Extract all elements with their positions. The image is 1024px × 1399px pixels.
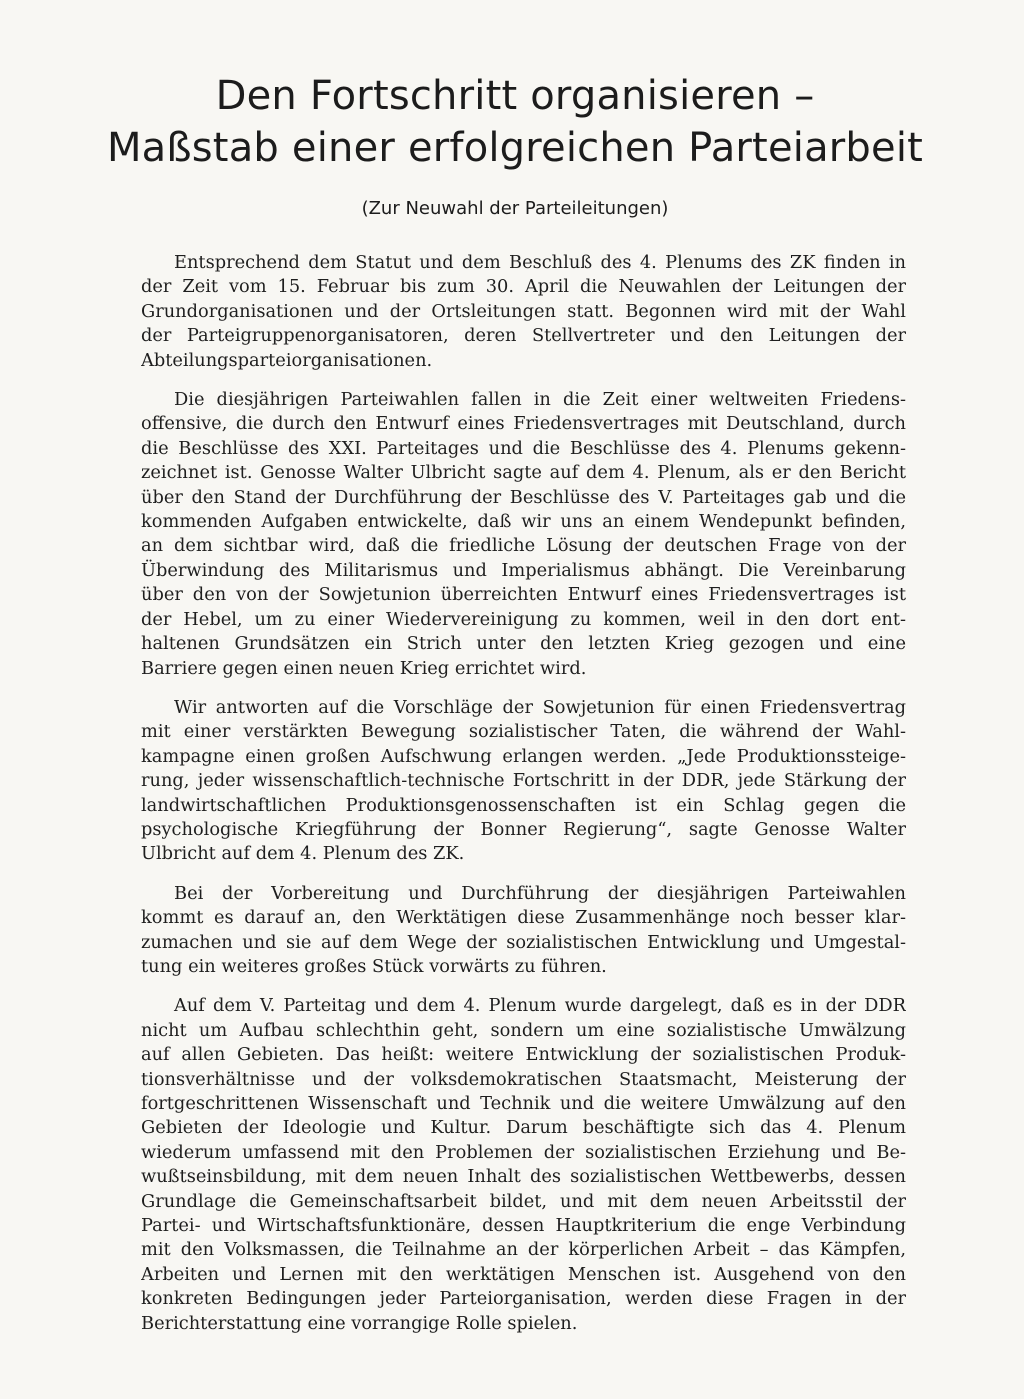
text-line: tung ein weiteres großes Stück vorwärts zu führen. — [141, 955, 607, 977]
text-line: Abteilungsparteiorganisationen. — [141, 349, 433, 371]
paragraph — [141, 882, 906, 980]
text-line: über den Stand der Durchführung der Beschlüsse des V. Parteitages gab und die — [141, 486, 906, 508]
title-line-1: Den Fortschritt organisieren – — [215, 73, 815, 119]
text-line: Wir antworten auf die Vorschläge der Sowjetunion für einen Friedensvertrag — [174, 696, 906, 718]
text-line: Ulbricht auf dem 4. Plenum des ZK. — [141, 843, 465, 865]
text-line: rung, jeder wissenschaftlich-technische Fortschritt in der DDR, jede Stärkung der — [141, 770, 906, 792]
text-line: Bei der Vorbereitung und Durchführung der diesjährigen Parteiwahlen — [174, 882, 906, 904]
text-line: Partei- und Wirtschaftsfunktionäre, dessen Hauptkriterium die enge Verbindung — [141, 1215, 906, 1237]
text-line: an dem sichtbar wird, daß die friedliche Lösung der deutschen Frage von der — [141, 535, 906, 557]
text-line: Überwindung des Militarismus und Imperialismus abhängt. Die Vereinbarung — [141, 559, 906, 581]
text-line: kommt es darauf an, den Werktätigen diese Zusammenhänge noch besser klar- — [141, 907, 906, 929]
text-line: Gebieten der Ideologie und Kultur. Darum beschäftigte sich das 4. Plenum — [141, 1117, 906, 1139]
text-line: Barriere gegen einen neuen Krieg errichtet wird. — [141, 657, 587, 679]
text-line: der Parteigruppenorganisatoren, deren Stellvertreter und den Leitungen der — [141, 325, 906, 347]
text-line: der Hebel, um zu einer Wiedervereinigung zu kommen, weil in den dort ent- — [141, 608, 906, 630]
text-line: wußtseinsbildung, mit dem neuen Inhalt des sozialistischen Wettbewerbs, dessen — [141, 1166, 906, 1188]
text-line: landwirtschaftlichen Produktionsgenossenschaften ist ein Schlag gegen die — [141, 794, 906, 816]
text-line: wiederum umfassend mit den Problemen der sozialistischen Erziehung und Be- — [141, 1141, 906, 1163]
article-subtitle: (Zur Neuwahl der Parteileitungen) — [361, 198, 669, 219]
text-line: tionsverhältnisse und der volksdemokratischen Staatsmacht, Meisterung der — [141, 1068, 906, 1090]
text-line: nicht um Aufbau schlechthin geht, sondern um eine sozialistische Umwälzung — [141, 1019, 906, 1041]
paragraph — [141, 696, 906, 867]
text-line: der Zeit vom 15. Februar bis zum 30. April die Neuwahlen der Leitungen der — [141, 276, 906, 298]
text-line: Auf dem V. Parteitag und dem 4. Plenum wurde dargelegt, daß es in der DDR — [174, 995, 906, 1017]
text-line: Die diesjährigen Parteiwahlen fallen in die Zeit einer weltweiten Friedens- — [174, 389, 906, 411]
article-title — [100, 70, 930, 174]
paragraph — [141, 388, 906, 681]
paragraph — [141, 251, 906, 373]
text-line: zumachen und sie auf dem Wege der sozialistischen Entwicklung und Umgestal- — [141, 931, 906, 953]
text-line: kommenden Aufgaben entwickelte, daß wir uns an einem Wendepunkt befinden, — [141, 511, 906, 533]
text-line: Berichterstattung eine vorrangige Rolle spielen. — [141, 1312, 578, 1334]
text-line: auf allen Gebieten. Das heißt: weitere Entwicklung der sozialistischen Produk- — [141, 1044, 906, 1066]
text-line: fortgeschrittenen Wissenschaft und Technik und die weitere Umwälzung auf den — [141, 1093, 906, 1114]
text-line: Arbeiten und Lernen mit den werktätigen Menschen ist. Ausgehend von den — [141, 1263, 906, 1285]
paragraph — [141, 994, 906, 1336]
title-line-2: Maßstab einer erfolgreichen Parteiarbeit — [106, 125, 924, 171]
text-line: mit einer verstärkten Bewegung sozialistischer Taten, die während der Wahl- — [141, 721, 906, 743]
text-line: konkreten Bedingungen jeder Parteiorganisation, werden diese Fragen in der — [141, 1288, 906, 1310]
text-line: haltenen Grundsätzen ein Strich unter den letzten Krieg gezogen und eine — [141, 633, 906, 655]
text-line: zeichnet ist. Genosse Walter Ulbricht sagte auf dem 4. Plenum, als er den Bericht — [141, 462, 906, 484]
text-line: Grundlage die Gemeinschaftsarbeit bildet, und mit dem neuen Arbeitsstil der — [141, 1190, 906, 1212]
text-line: Grundorganisationen und der Ortsleitungen statt. Begonnen wird mit der Wahl — [141, 300, 906, 322]
text-line: kampagne einen großen Aufschwung erlangen werden. „Jede Produktionssteige- — [141, 745, 906, 767]
text-line: über den von der Sowjetunion überreichten Entwurf eines Friedensvertrages ist — [141, 584, 906, 606]
article-body — [141, 251, 906, 1351]
text-line: psychologische Kriegführung der Bonner Regierung“, sagte Genosse Walter — [141, 818, 906, 840]
text-line: die Beschlüsse des XXI. Parteitages und die Beschlüsse des 4. Plenums gekenn- — [141, 437, 906, 459]
text-line: Entsprechend dem Statut und dem Beschluß des 4. Plenums des ZK finden in — [174, 252, 906, 273]
text-line: mit den Volksmassen, die Teilnahme an der körperlichen Arbeit – das Kämpfen, — [141, 1239, 906, 1261]
text-line: offensive, die durch den Entwurf eines Friedensvertrages mit Deutschland, durch — [141, 413, 906, 435]
